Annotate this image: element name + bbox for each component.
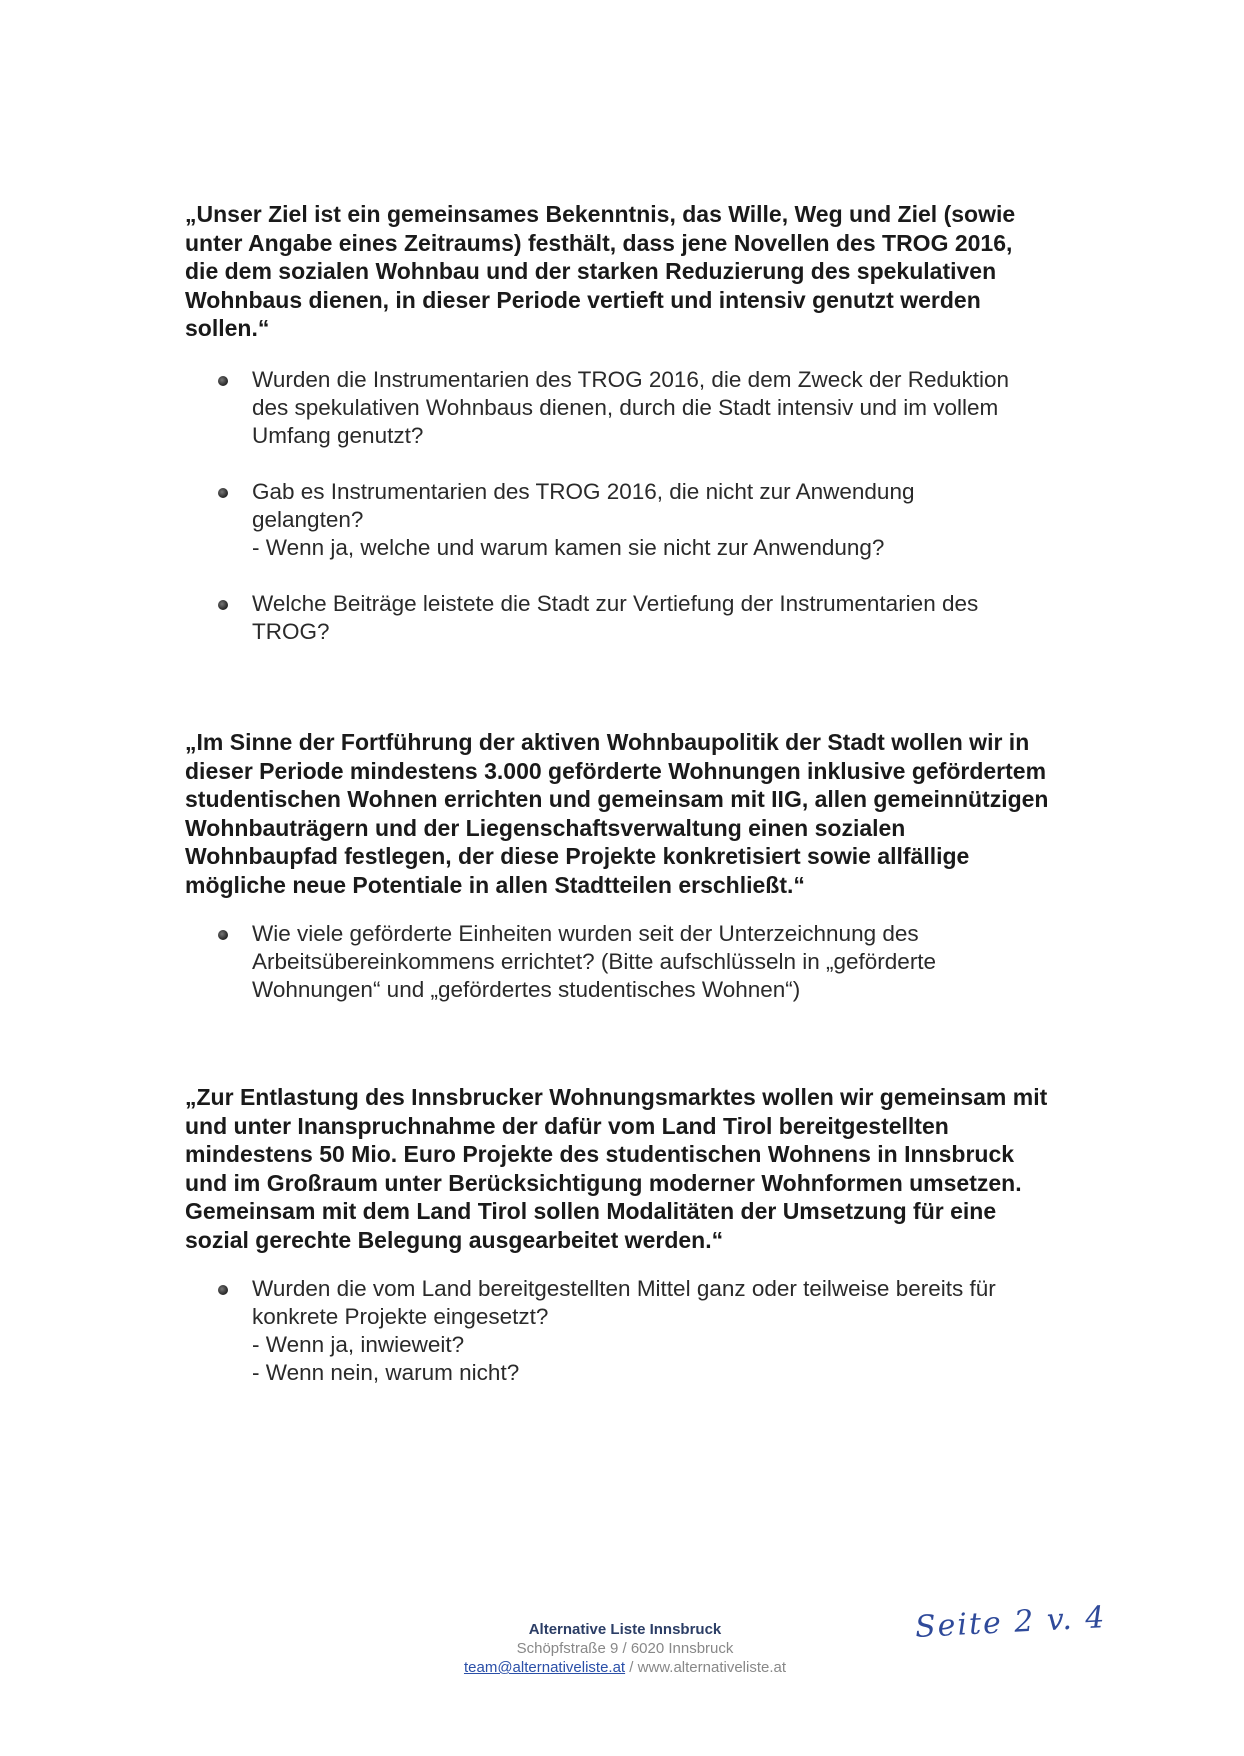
question-line: TROG? — [252, 619, 330, 644]
question-list-trog — [210, 366, 1090, 646]
quote-line: mindestens 50 Mio. Euro Projekte des studentischen Wohnens in Innsbruck — [185, 1141, 1015, 1167]
bullet-icon — [218, 600, 228, 610]
question-item — [210, 1275, 1090, 1387]
question-list-wohnbau — [210, 920, 1090, 1004]
quote-line: Gemeinsam mit dem Land Tirol sollen Modalitäten der Umsetzung für eine — [185, 1198, 997, 1224]
quote-line: mögliche neue Potentiale in allen Stadtteilen erschließt.“ — [185, 871, 805, 898]
question-list-wohnungsmarkt — [210, 1275, 1090, 1387]
quote-line: Wohnbauträgern und der Liegenschaftsverwaltung einen sozialen — [185, 814, 906, 841]
bullet-icon — [218, 930, 228, 940]
question-line: des spekulativen Wohnbaus dienen, durch die Stadt intensiv und im vollem — [252, 395, 999, 420]
quote-line: dieser Periode mindestens 3.000 geförderte Wohnungen inklusive gefördertem — [185, 757, 1047, 784]
bullet-icon — [218, 1285, 228, 1295]
question-line: - Wenn ja, inwieweit? — [252, 1332, 465, 1357]
quote-line: Wohnbaupfad festlegen, der diese Projekte konkretisiert sowie allfällige — [185, 843, 970, 869]
question-item — [210, 920, 1090, 1004]
quote-line: „Im Sinne der Fortführung der aktiven Wohnbaupolitik der Stadt wollen wir in — [185, 729, 1030, 755]
page-footer — [380, 1620, 870, 1677]
question-line: Welche Beiträge leistete die Stadt zur Vertiefung der Instrumentarien des — [252, 591, 979, 616]
footer-website: www.alternativeliste.at — [637, 1659, 787, 1676]
question-line: Gab es Instrumentarien des TROG 2016, die nicht zur Anwendung — [252, 479, 915, 504]
question-line: gelangten? — [252, 507, 364, 532]
question-line: Wie viele geförderte Einheiten wurden seit der Unterzeichnung des — [252, 921, 919, 946]
question-line: konkrete Projekte eingesetzt? — [252, 1304, 549, 1329]
question-line: Arbeitsübereinkommens errichtet? (Bitte aufschlüsseln in „geförderte — [252, 949, 937, 974]
bullet-icon — [218, 488, 228, 498]
footer-organization: Alternative Liste Innsbruck — [528, 1621, 722, 1638]
quote-wohnbaupolitik — [185, 728, 1085, 899]
bullet-icon — [218, 376, 228, 386]
quote-line: die dem sozialen Wohnbau und der starken Reduzierung des spekulativen — [185, 258, 997, 284]
footer-address: Schöpfstraße 9 / 6020 Innsbruck — [516, 1640, 734, 1657]
quote-line: studentischen Wohnen errichten und gemeinsam mit IIG, allen gemeinnützigen — [185, 786, 1049, 812]
quote-line: „Unser Ziel ist ein gemeinsames Bekenntnis, das Wille, Weg und Ziel (sowie — [185, 201, 1016, 227]
footer-separator: / — [625, 1659, 638, 1676]
quote-trog-2016 — [185, 200, 1085, 343]
quote-line: sozial gerechte Belegung ausgearbeitet werden.“ — [185, 1226, 724, 1253]
quote-line: und unter Inanspruchnahme der dafür vom Land Tirol bereitgestellten — [185, 1112, 949, 1139]
quote-line: „Zur Entlastung des Innsbrucker Wohnungsmarktes wollen wir gemeinsam mit — [185, 1084, 1048, 1110]
footer-contact — [380, 1658, 870, 1677]
question-line: - Wenn nein, warum nicht? — [252, 1360, 520, 1385]
question-line: Wurden die Instrumentarien des TROG 2016, die dem Zweck der Reduktion — [252, 367, 1010, 392]
footer-email-link[interactable]: team@alternativeliste.at — [463, 1659, 626, 1676]
quote-line: und im Großraum unter Berücksichtigung moderner Wohnformen umsetzen. — [185, 1169, 1022, 1196]
question-line: Umfang genutzt? — [252, 423, 424, 448]
quote-line: sollen.“ — [185, 315, 270, 341]
question-item — [210, 366, 1090, 450]
question-line: Wohnungen“ und „gefördertes studentisches Wohnen“) — [252, 977, 801, 1002]
question-item — [210, 590, 1090, 646]
handwritten-page-number: Seite 2 v. 4 — [914, 1600, 1108, 1645]
quote-wohnungsmarkt — [185, 1083, 1085, 1254]
question-line: - Wenn ja, welche und warum kamen sie nicht zur Anwendung? — [252, 535, 885, 560]
quote-line: unter Angabe eines Zeitraums) festhält, dass jene Novellen des TROG 2016, — [185, 229, 1013, 256]
question-line: Wurden die vom Land bereitgestellten Mittel ganz oder teilweise bereits für — [252, 1276, 996, 1301]
quote-line: Wohnbaus dienen, in dieser Periode vertieft und intensiv genutzt werden — [185, 286, 981, 313]
question-item — [210, 478, 1090, 562]
